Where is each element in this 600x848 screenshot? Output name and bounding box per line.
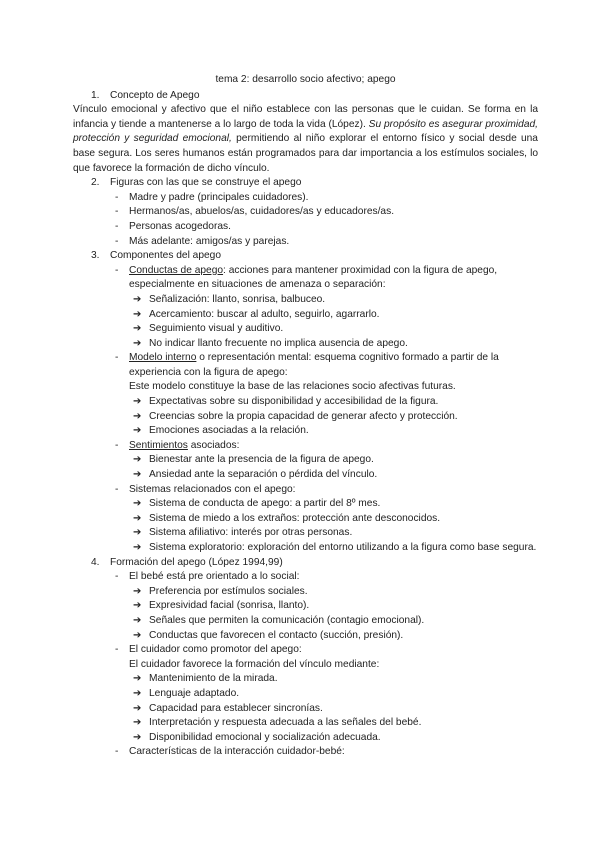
list-item <box>73 235 538 250</box>
arrow-icon: ➔ <box>133 512 142 524</box>
arrow-icon: ➔ <box>133 454 142 466</box>
section-1-number: 1. <box>91 89 100 101</box>
arrow-item <box>73 337 538 352</box>
list-item <box>73 191 538 206</box>
arrow-icon: ➔ <box>133 600 142 612</box>
section-1-paragraph <box>73 103 538 176</box>
list-item-note: El cuidador favorece la formación del vínculo mediante: <box>129 658 380 670</box>
arrow-item <box>73 410 538 425</box>
arrow-item <box>73 599 538 614</box>
list-item-text: Hermanos/as, abuelos/as, cuidadores/as y educadores/as. <box>129 206 395 218</box>
arrow-item-text: Disponibilidad emocional y socialización adecuada. <box>149 731 381 743</box>
arrow-item-text: Bienestar ante la presencia de la figura de apego. <box>149 454 374 466</box>
arrow-item-text: Capacidad para establecer sincronías. <box>149 702 323 714</box>
arrow-item <box>73 468 538 483</box>
list-item <box>73 570 538 585</box>
section-3-title: Componentes del apego <box>110 250 222 262</box>
arrow-item <box>73 716 538 731</box>
arrow-icon: ➔ <box>133 308 142 320</box>
arrow-item-text: Sistema afiliativo: interés por otras personas. <box>149 527 353 539</box>
list-item <box>73 205 538 220</box>
arrow-icon: ➔ <box>133 585 142 597</box>
section-1-title: Concepto de Apego <box>110 89 200 101</box>
section-2-heading <box>73 176 538 191</box>
arrow-item <box>73 497 538 512</box>
list-item <box>73 439 538 454</box>
list-item-text: El bebé está pre orientado a lo social: <box>129 571 300 583</box>
list-item-note: Este modelo constituye la base de las relaciones socio afectivas futuras. <box>129 381 456 393</box>
arrow-icon: ➔ <box>133 293 142 305</box>
arrow-item-text: Sistema de conducta de apego: a partir del 8º mes. <box>149 498 381 510</box>
arrow-item-text: Expectativas sobre su disponibilidad y accesibilidad de la figura. <box>149 396 439 408</box>
arrow-item <box>73 512 538 527</box>
dash-bullet: - <box>115 571 119 583</box>
section-3-heading <box>73 249 538 264</box>
arrow-item-text: Sistema de miedo a los extraños: protección ante desconocidos. <box>149 512 441 524</box>
dash-bullet: - <box>115 235 119 247</box>
arrow-item <box>73 585 538 600</box>
list-item <box>73 220 538 235</box>
paragraph-text-end: permitiendo al niño explorar el entorno físico y social desde una base segura. Los seres humanos están programados para dar importancia a los estímulos sociales, lo que favorece la formación de dicho vínculo. <box>73 133 538 174</box>
list-item-text: El cuidador como promotor del apego: <box>129 644 302 656</box>
arrow-icon: ➔ <box>133 717 142 729</box>
dash-bullet: - <box>115 206 119 218</box>
dash-bullet: - <box>115 264 119 276</box>
list-item-text: Madre y padre (principales cuidadores). <box>129 191 309 203</box>
list-item-text: asociados: <box>187 439 240 451</box>
arrow-item <box>73 541 538 556</box>
list-item <box>73 745 538 760</box>
arrow-icon: ➔ <box>133 396 142 408</box>
arrow-icon: ➔ <box>133 498 142 510</box>
arrow-icon: ➔ <box>133 410 142 422</box>
dash-bullet: - <box>115 483 119 495</box>
arrow-item-text: Emociones asociadas a la relación. <box>149 425 309 437</box>
underlined-term: Sentimientos <box>129 439 188 451</box>
document-title: tema 2: desarrollo socio afectivo; apego <box>215 74 396 85</box>
arrow-item <box>73 614 538 629</box>
arrow-icon: ➔ <box>133 687 142 699</box>
paragraph-text: Vínculo emocional y afectivo que el niño establece con las personas que le cuidan. Se forma en la infancia y tiende a mantenerse a lo largo de toda la vida (López). <box>73 104 538 130</box>
arrow-item <box>73 308 538 323</box>
dash-bullet: - <box>115 644 119 656</box>
arrow-item <box>73 293 538 308</box>
arrow-item-text: Mantenimiento de la mirada. <box>149 673 278 685</box>
arrow-item-text: Expresividad facial (sonrisa, llanto). <box>149 600 310 612</box>
section-2-title: Figuras con las que se construye el apego <box>110 177 302 189</box>
list-item <box>73 483 538 498</box>
arrow-item-text: Señales que permiten la comunicación (contagio emocional). <box>149 614 425 626</box>
arrow-item-text: Conductas que favorecen el contacto (succión, presión). <box>149 629 404 641</box>
arrow-icon: ➔ <box>133 629 142 641</box>
paragraph-italic-text: Su propósito es asegurar proximidad, protección y seguridad emocional, <box>73 118 538 145</box>
arrow-icon: ➔ <box>133 469 142 481</box>
arrow-item <box>73 702 538 717</box>
arrow-icon: ➔ <box>133 614 142 626</box>
arrow-item <box>73 526 538 541</box>
arrow-item <box>73 395 538 410</box>
arrow-icon: ➔ <box>133 731 142 743</box>
arrow-item-text: Lenguaje adaptado. <box>149 687 240 699</box>
section-1-heading <box>73 89 538 104</box>
arrow-icon: ➔ <box>133 542 142 553</box>
arrow-item <box>73 424 538 439</box>
list-item-text: Más adelante: amigos/as y parejas. <box>129 235 290 247</box>
arrow-item <box>73 731 538 746</box>
dash-bullet: - <box>115 191 119 203</box>
arrow-item-text: Interpretación y respuesta adecuada a las señales del bebé. <box>149 717 422 729</box>
arrow-icon: ➔ <box>133 702 142 714</box>
arrow-item-text: Seguimiento visual y auditivo. <box>149 323 284 335</box>
section-2-number: 2. <box>91 177 100 189</box>
arrow-item <box>73 453 538 468</box>
arrow-icon: ➔ <box>133 527 142 539</box>
dash-bullet: - <box>115 746 119 758</box>
section-4-heading <box>73 556 538 571</box>
list-item <box>73 351 538 380</box>
arrow-item-text: Señalización: llanto, sonrisa, balbuceo. <box>149 293 326 305</box>
dash-bullet: - <box>115 220 119 232</box>
list-item-text: o representación mental: esquema cognitivo formado a partir de la experiencia con la figura de apego: <box>129 352 499 378</box>
arrow-item-text: Creencias sobre la propia capacidad de generar afecto y protección. <box>149 410 458 422</box>
arrow-item-text: Acercamiento: buscar al adulto, seguirlo, agarrarlo. <box>149 308 380 320</box>
section-4-title: Formación del apego (López 1994,99) <box>110 556 283 568</box>
list-item-text: : acciones para mantener proximidad con la figura de apego, especialmente en situaciones de amenaza o separación: <box>129 264 498 291</box>
arrow-item-text: Preferencia por estímulos sociales. <box>149 585 308 597</box>
arrow-item <box>73 322 538 337</box>
arrow-icon: ➔ <box>133 425 142 437</box>
list-item-text: Características de la interacción cuidador-bebé: <box>129 746 345 758</box>
underlined-term: Conductas de apego <box>129 264 224 276</box>
arrow-item-text: Sistema exploratorio: exploración del entorno utilizando a la figura como base segura. <box>149 542 537 553</box>
arrow-item <box>73 687 538 702</box>
section-4-number: 4. <box>91 556 100 568</box>
dash-bullet: - <box>115 352 119 364</box>
list-item <box>73 643 538 658</box>
arrow-item <box>73 672 538 687</box>
arrow-item-text: No indicar llanto frecuente no implica ausencia de apego. <box>149 337 408 349</box>
arrow-item <box>73 629 538 644</box>
arrow-icon: ➔ <box>133 673 142 685</box>
arrow-icon: ➔ <box>133 323 142 335</box>
underlined-term: Modelo interno <box>129 352 197 364</box>
list-item-text: Sistemas relacionados con el apego: <box>129 483 296 495</box>
section-3-number: 3. <box>91 250 100 262</box>
arrow-item-text: Ansiedad ante la separación o pérdida del vínculo. <box>149 469 378 481</box>
arrow-icon: ➔ <box>133 337 142 349</box>
list-item <box>73 264 538 293</box>
dash-bullet: - <box>115 439 119 451</box>
list-item-text: Personas acogedoras. <box>129 220 231 232</box>
